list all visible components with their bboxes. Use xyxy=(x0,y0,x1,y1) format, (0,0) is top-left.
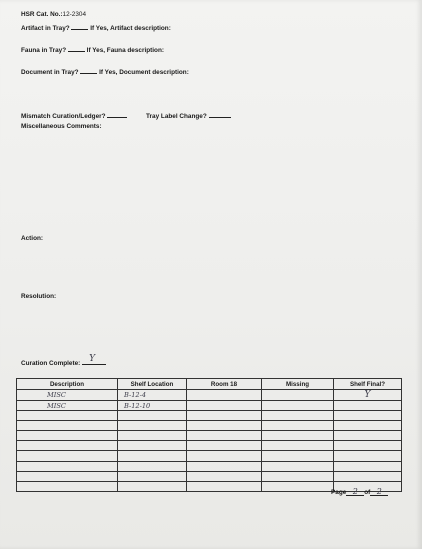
cell-shelf-location xyxy=(118,441,187,451)
column-header-shelf-location: Shelf Location xyxy=(118,379,187,390)
cell-shelf-final xyxy=(334,471,402,481)
cell-room-18 xyxy=(187,461,262,471)
cell-description xyxy=(17,411,118,421)
table-row xyxy=(17,471,402,481)
document-question: Document in Tray? xyxy=(21,69,79,76)
cell-missing xyxy=(262,441,334,451)
mismatch-label: Mismatch Curation/Ledger? xyxy=(21,113,106,120)
cell-description xyxy=(17,451,118,461)
cell-description xyxy=(17,421,118,431)
column-header-shelf-final: Shelf Final? xyxy=(334,379,402,390)
cell-description xyxy=(17,471,118,481)
table-row xyxy=(17,441,402,451)
cell-room-18 xyxy=(187,481,262,491)
cell-shelf-final xyxy=(334,461,402,471)
cell-shelf-location: B-12-4 xyxy=(118,390,187,401)
artifact-row xyxy=(21,23,171,32)
catalog-number-label: HSR Cat. No.: xyxy=(21,11,63,18)
mismatch-row xyxy=(21,111,127,120)
cell-shelf-location xyxy=(118,451,187,461)
cell-missing xyxy=(262,431,334,441)
cell-missing xyxy=(262,401,334,411)
artifact-question: Artifact in Tray? xyxy=(21,25,70,32)
cell-room-18 xyxy=(187,421,262,431)
curation-table xyxy=(16,378,402,492)
resolution-label: Resolution: xyxy=(21,293,57,300)
cell-room-18 xyxy=(187,451,262,461)
cell-room-18 xyxy=(187,471,262,481)
fauna-description-label: If Yes, Fauna description: xyxy=(86,47,164,54)
fauna-row xyxy=(21,45,164,54)
cell-shelf-final: Y xyxy=(334,390,402,401)
table-row xyxy=(17,390,402,401)
catalog-number xyxy=(21,11,86,18)
artifact-description-label: If Yes, Artifact description: xyxy=(90,25,171,32)
cell-shelf-final xyxy=(334,401,402,411)
cell-shelf-location xyxy=(118,461,187,471)
document-row xyxy=(21,67,189,76)
curation-complete-label: Curation Complete: xyxy=(21,360,81,367)
table-row xyxy=(17,421,402,431)
fauna-blank xyxy=(68,45,85,52)
tray-label-row xyxy=(146,111,231,120)
cell-missing xyxy=(262,461,334,471)
cell-shelf-location: B-12-10 xyxy=(118,401,187,411)
cell-description xyxy=(17,461,118,471)
cell-room-18 xyxy=(187,431,262,441)
cell-description: MISC xyxy=(17,401,118,411)
cell-missing xyxy=(262,471,334,481)
cell-missing xyxy=(262,421,334,431)
cell-description xyxy=(17,481,118,491)
column-header-description: Description xyxy=(17,379,118,390)
column-header-room-18: Room 18 xyxy=(187,379,262,390)
cell-missing xyxy=(262,411,334,421)
action-label: Action: xyxy=(21,235,44,242)
page-total: 2 xyxy=(370,489,388,496)
cell-room-18 xyxy=(187,390,262,401)
tray-label-change-label: Tray Label Change? xyxy=(146,113,207,120)
column-header-missing: Missing xyxy=(262,379,334,390)
table-row xyxy=(17,401,402,411)
cell-shelf-location xyxy=(118,411,187,421)
cell-shelf-location xyxy=(118,431,187,441)
artifact-blank xyxy=(71,23,88,30)
misc-comments-label: Miscellaneous Comments: xyxy=(21,123,102,130)
mismatch-blank xyxy=(107,111,127,118)
catalog-number-value: 12-2304 xyxy=(62,11,87,18)
cell-missing xyxy=(262,481,334,491)
curation-complete-handwritten: Y xyxy=(89,354,96,364)
table-header-row xyxy=(17,379,402,390)
cell-missing xyxy=(262,390,334,401)
page-current: 2 xyxy=(346,489,364,496)
cell-shelf-final xyxy=(334,431,402,441)
cell-shelf-final xyxy=(334,411,402,421)
cell-shelf-final xyxy=(334,441,402,451)
cell-description: MISC xyxy=(17,390,118,401)
tray-label-blank xyxy=(209,111,231,118)
table-row xyxy=(17,411,402,421)
cell-shelf-location xyxy=(118,421,187,431)
cell-shelf-location xyxy=(118,481,187,491)
table-row xyxy=(17,451,402,461)
cell-room-18 xyxy=(187,411,262,421)
curation-complete-row xyxy=(21,354,106,367)
cell-room-18 xyxy=(187,401,262,411)
cell-description xyxy=(17,431,118,441)
document-blank xyxy=(80,67,97,74)
document-description-label: If Yes, Document description: xyxy=(99,69,189,76)
fauna-question: Fauna in Tray? xyxy=(21,47,67,54)
cell-description xyxy=(17,441,118,451)
table-row xyxy=(17,431,402,441)
cell-shelf-final xyxy=(334,451,402,461)
cell-shelf-location xyxy=(118,471,187,481)
table-row xyxy=(17,461,402,471)
page-number xyxy=(331,489,388,496)
cell-shelf-final xyxy=(334,421,402,431)
of-label: of xyxy=(364,489,371,496)
page-label: Page xyxy=(331,489,347,496)
cell-room-18 xyxy=(187,441,262,451)
curation-complete-blank xyxy=(82,354,106,365)
cell-missing xyxy=(262,451,334,461)
